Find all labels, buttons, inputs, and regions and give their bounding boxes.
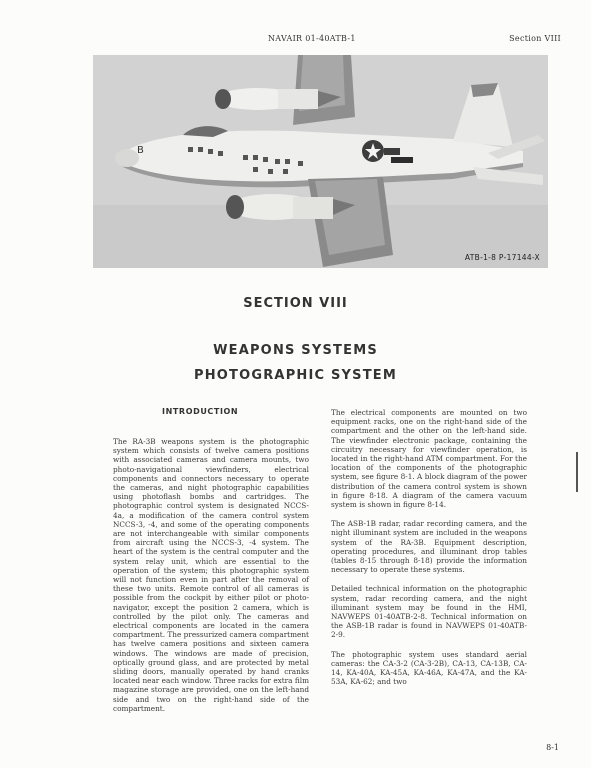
page-number: 8-1: [546, 743, 559, 752]
intro-paragraph-5: The photographic system uses standard aerial cameras: the CA-3-2 (CA-3-2B), CA-13, CA-13B, CA-14, KA-40A, KA-45A, KA-46A, KA-47A, and the KA-53A, KA-62; and two: [331, 649, 527, 687]
photo-caption: ATB-1-8 P-17144-X: [464, 253, 540, 262]
intro-paragraph-1: The RA-3B weapons system is the photographic system which consists of twelve camera positions with associated cameras and camera mounts, two photo-navigational viewfinders, electrical components and connectors necessary to operate the cameras, and night photographic capabilities using photoflash bombs and cartridges. The photographic control system is designated NCCS-4a, a modification of the camera control system NCCS-3, -4, and some of the operating components are not interchangeable with similar components from aircraft using the NCCS-3, -4 system. The heart of the system is the central computer and the system relay unit, which are essential to the operation of the system; this photographic system will not function even in part after the removal of these two units. Remote control of all cameras is possible from the cockpit by either pilot or photo-navigator, except the position 2 camera, which is controlled by the pilot only. The cameras and electrical components are located in the camera compartment. The pressurized camera compartment has twelve camera positions and sixteen camera windows. The windows are made of precision, optically ground glass, and are protected by metal sliding doors, manually operated by hand cranks located near each window. Three racks for extra film magazine storage are provided, one on the left-hand side and two on the right-hand side of the compartment.: [113, 437, 309, 713]
section-title: SECTION VIII: [243, 296, 348, 311]
intro-paragraph-4: Detailed technical information on the photographic system, radar recording camera, and the night illuminant system may be found in the HMI, NAVWEPS 01-40ATB-2-8. Technical information on the ASB-1B radar is found in NAVWEPS 01-40ATB-2-9.: [331, 584, 527, 640]
left-column: [113, 437, 309, 723]
intro-paragraph-2: The electrical components are mounted on two equipment racks, one on the right-hand side of the compartment and the other on the left-hand side. The viewfinder electronic package, containing the circuitry necessary for viewfinder operation, is located in the right-hand ATM compartment. For the location of the components of the photographic system, see figure 8-1. A block diagram of the power distribution of the camera control system is shown in figure 8-18. A diagram of the camera vacuum system is shown in figure 8-14.: [331, 408, 527, 510]
document-id: NAVAIR 01-40ATB-1: [268, 34, 356, 43]
introduction-heading: INTRODUCTION: [162, 407, 239, 416]
aircraft-illustration: [93, 55, 548, 268]
right-column: [331, 408, 527, 696]
aircraft-photo: [93, 55, 548, 268]
title-line-1: WEAPONS SYSTEMS: [213, 343, 378, 358]
section-label: Section VIII: [509, 34, 561, 43]
title-line-2: PHOTOGRAPHIC SYSTEM: [193, 368, 398, 383]
intro-paragraph-3: The ASB-1B radar, radar recording camera, and the night illuminant system are included in the weapons system of the RA-3B. Equipment description, operating procedures, and illuminant drop tables (tables 8-15 through 8-18) provide the information necessary to operate these systems.: [331, 519, 527, 575]
aircraft-marking: B: [137, 145, 144, 156]
change-bar: [576, 452, 578, 492]
